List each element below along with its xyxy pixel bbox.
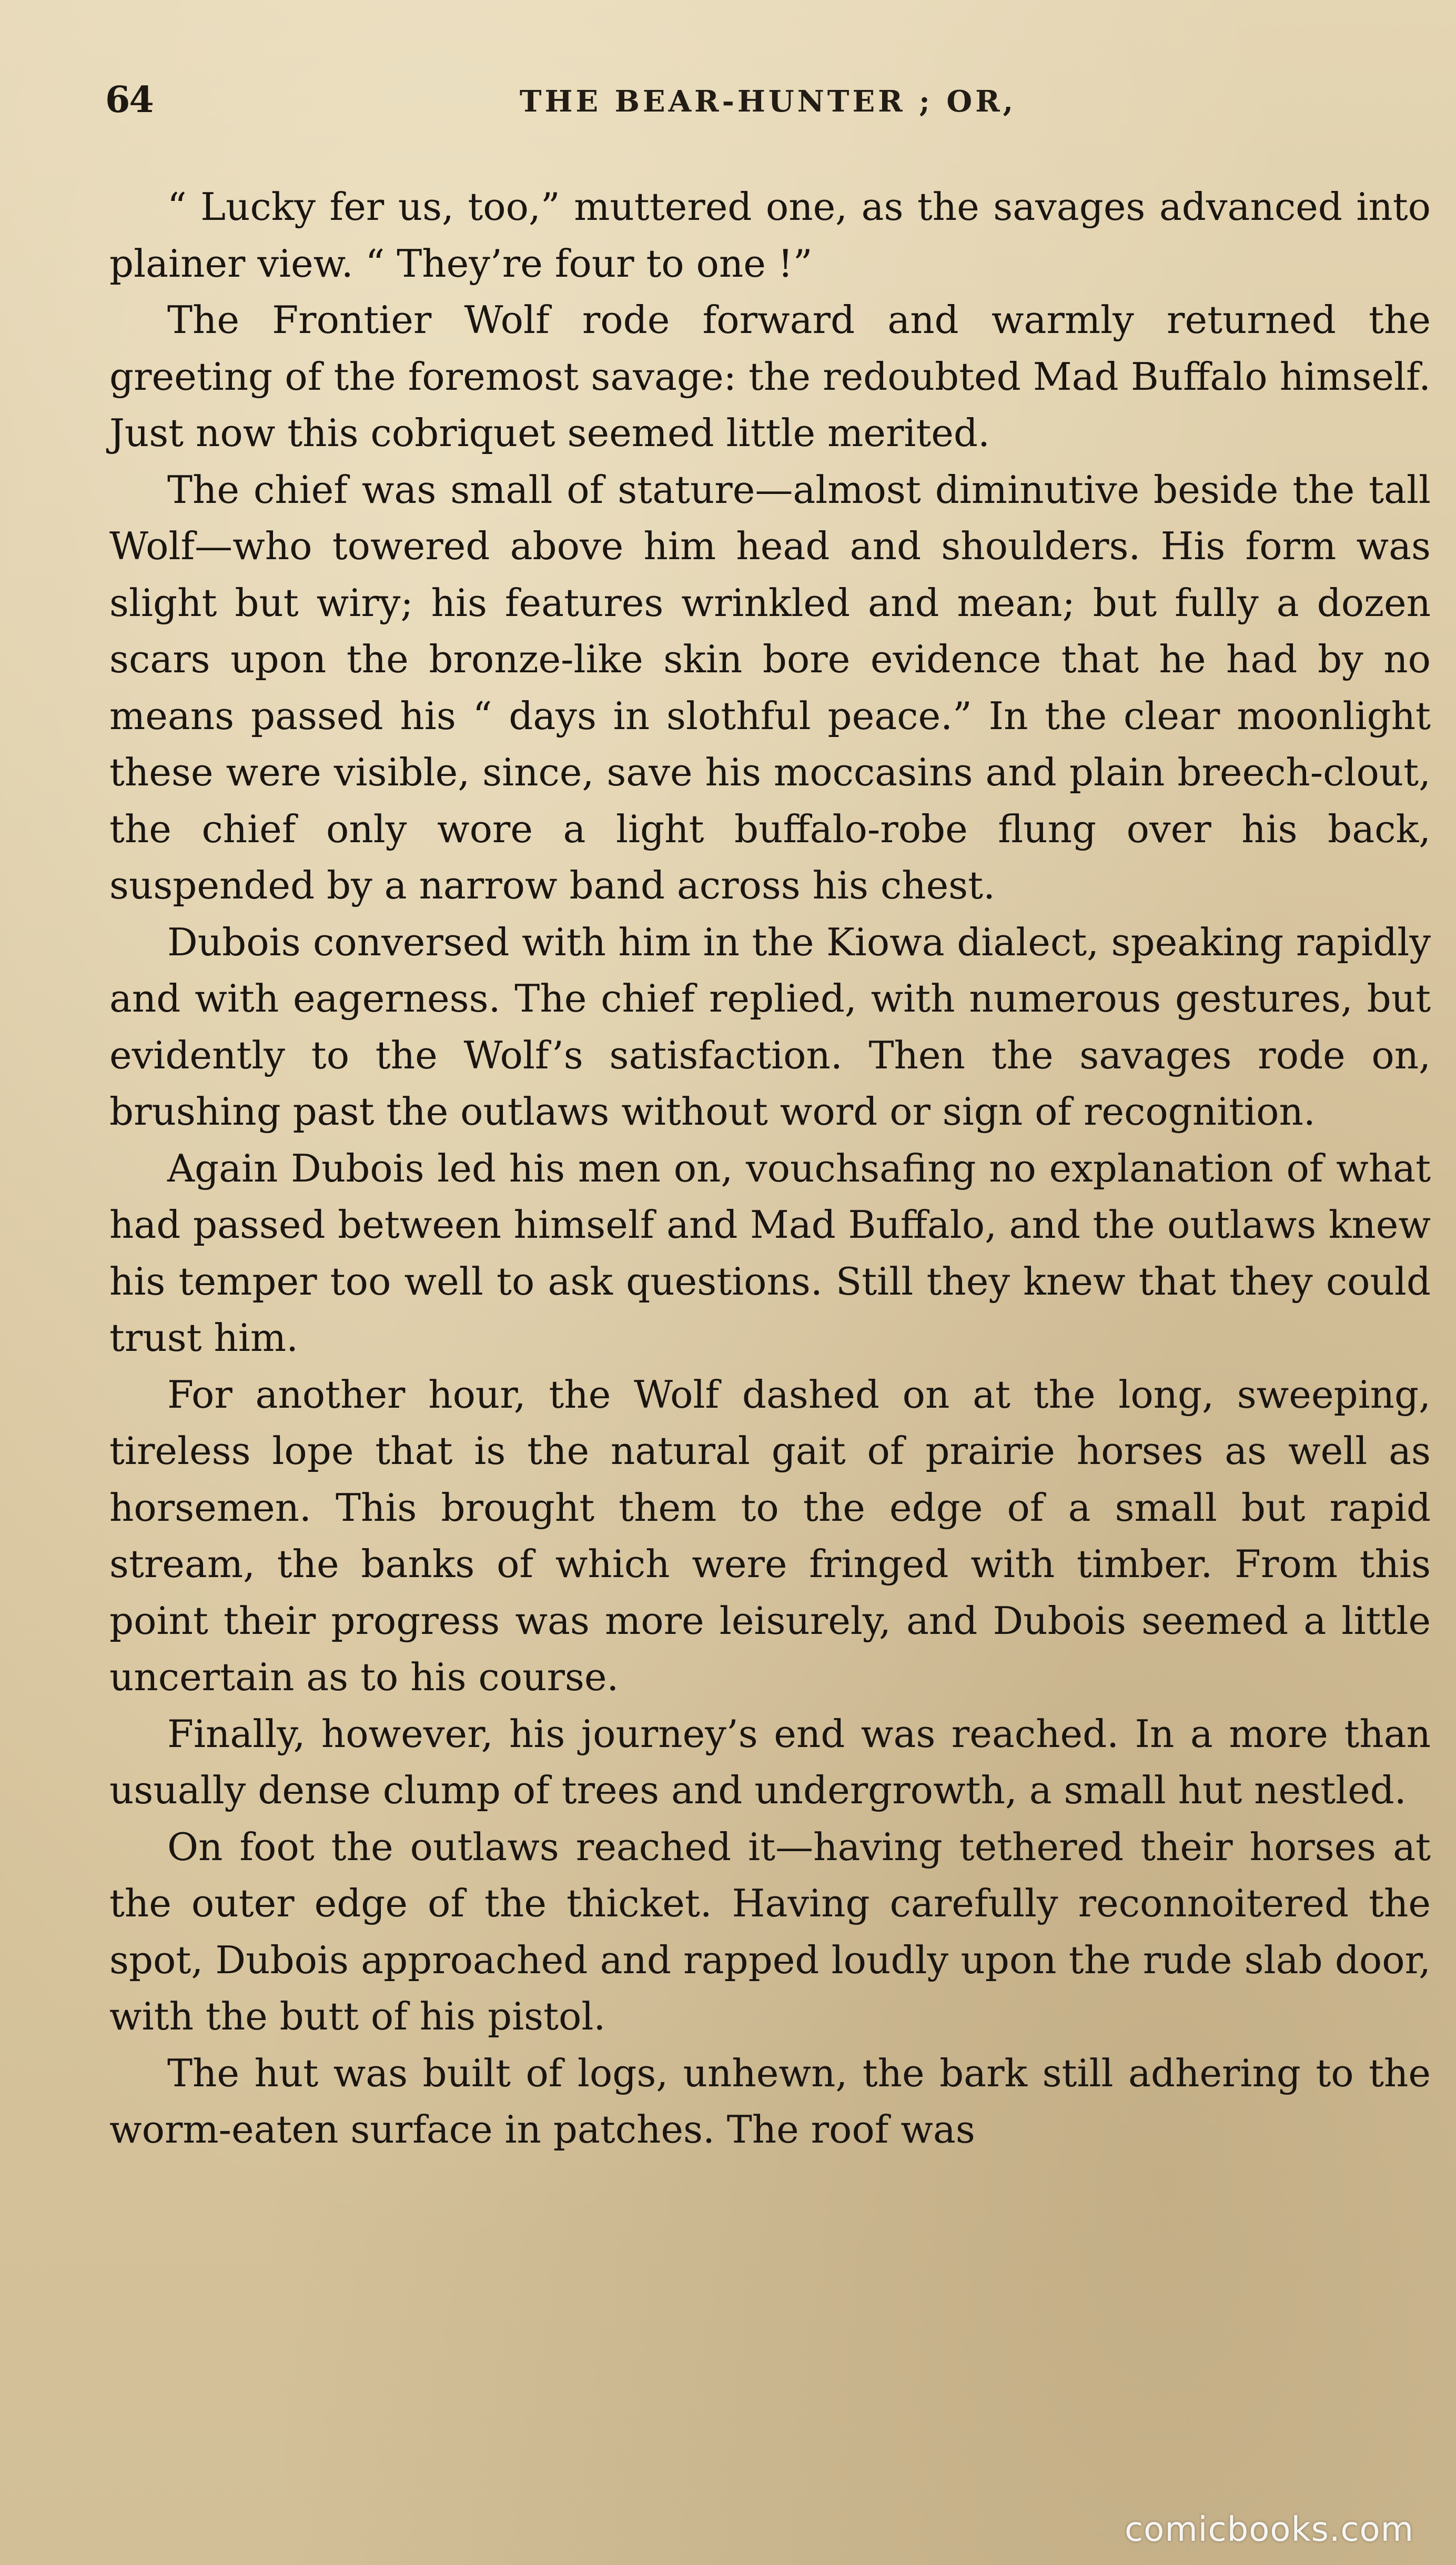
paragraph: Again Dubois led his men on, vouchsafing no explanation of what had passed between himself and Mad Buffalo, and the outlaws knew his temper too well to ask questions. Still they knew that they could trust him. (109, 1146, 1431, 1360)
watermark: comicbooks.com (1124, 2510, 1414, 2549)
page-number: 64 (105, 79, 153, 121)
paragraph: Dubois conversed with him in the Kiowa dialect, speaking rapidly and with eagerness. The chief replied, with numerous gestures, but evidently to the Wolf’s satisfaction. Then the savages rode on, brushing past the outlaws without word or sign of recognition. (109, 920, 1431, 1134)
paragraph: Finally, however, his journey’s end was reached. In a more than usually dense clump of trees and undergrowth, a small hut nestled. (109, 1711, 1431, 1812)
paragraph: “ Lucky fer us, too,” muttered one, as the savages advanced into plainer view. “ They’re four to one !” (109, 185, 1431, 286)
paragraph: The Frontier Wolf rode forward and warmly returned the greeting of the foremost savage: the redoubted Mad Buffalo himself. Just now this cobriquet seemed little merited. (109, 298, 1431, 455)
page-header (105, 79, 1431, 137)
paragraph: The chief was small of stature—almost diminutive beside the tall Wolf—who towered above him head and shoulders. His form was slight but wiry; his features wrinkled and mean; but fully a dozen scars upon the bronze-like skin bore evidence that he had by no means passed his “ days in slothful peace.” In the clear moonlight these were visible, since, save his moccasins and plain breech-clout, the chief only wore a light buffalo-robe flung over his back, suspended by a narrow band across his chest. (109, 467, 1431, 907)
running-head: THE BEAR-HUNTER ; OR, (519, 84, 1017, 119)
body-text (109, 179, 1431, 2158)
paragraph: The hut was built of logs, unhewn, the bark still adhering to the worm-eaten surface in patches. The roof was (109, 2051, 1431, 2152)
paragraph: On foot the outlaws reached it—having tethered their horses at the outer edge of the thicket. Having carefully reconnoitered the spot, Dubois approached and rapped loudly upon the rude slab door, with the butt of his pistol. (109, 1824, 1431, 2038)
paragraph: For another hour, the Wolf dashed on at the long, sweeping, tireless lope that is the natural gait of prairie horses as well as horsemen. This brought them to the edge of a small but rapid stream, the banks of which were fringed with timber. From this point their progress was more leisurely, and Dubois seemed a little uncertain as to his course. (109, 1372, 1431, 1699)
